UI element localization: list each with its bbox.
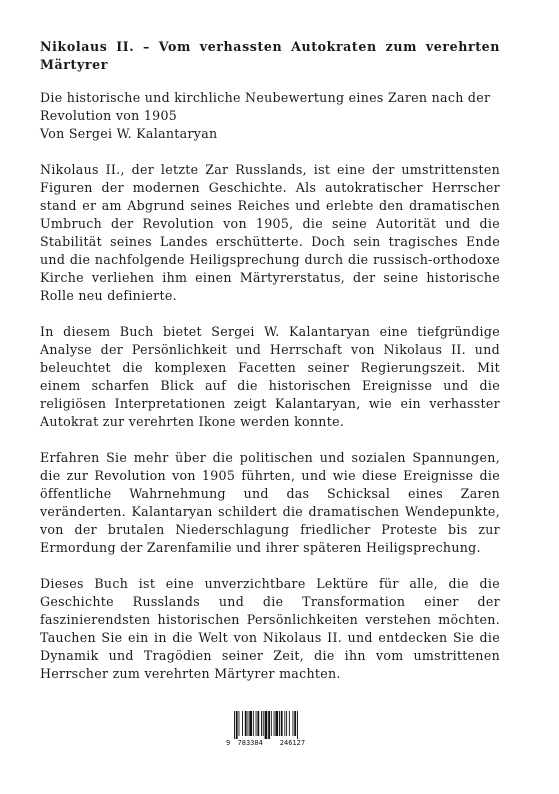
- barcode-bar: [279, 711, 280, 736]
- barcode-bar: [263, 711, 264, 736]
- barcode-bars: [226, 711, 316, 739]
- blurb-paragraph: Erfahren Sie mehr über die politischen und sozialen Spannungen, die zur Revolution von 1905 führten, und wie diese Ereignisse die öffentliche Wahrnehmung und das Schicksal eines Zaren veränderten. Kalantaryan schildert die dramatischen Wendepunkte, von der brutalen Niederschlagung friedlicher Proteste bis zur Ermordung der Zarenfamilie und ihrer späteren Heiligsprechung.: [40, 450, 500, 555]
- book-title: Nikolaus II. – Vom verhassten Autokraten zum verehrten Märtyrer: [40, 39, 500, 72]
- barcode-bar: [249, 711, 252, 736]
- back-cover-text: [40, 38, 500, 701]
- blurb-paragraph: In diesem Buch bietet Sergei W. Kalantaryan eine tiefgründige Analyse der Persönlichkeit und Herrschaft von Nikolaus II. und beleuchtet die komplexen Facetten seiner Regierungszeit. Mit einem scharfen Blick auf die historischen Ereignisse und die religiösen Interpretationen zeigt Kalantaryan, wie ein verhasster Autokrat zur verehrten Ikone werden konnte.: [40, 324, 500, 429]
- barcode-bar: [268, 711, 270, 739]
- barcode-bar: [271, 711, 272, 736]
- barcode-bar: [281, 711, 283, 736]
- barcode-bar: [274, 711, 275, 736]
- barcode-bar: [248, 711, 249, 736]
- barcode-bar: [257, 711, 259, 736]
- barcode-bar: [261, 711, 262, 736]
- isbn-barcode: [226, 711, 316, 747]
- blurb-paragraph: Nikolaus II., der letzte Zar Russlands, ist eine der umstrittensten Figuren der modernen Geschichte. Als autokratischer Herrscher stand er am Abgrund seines Reiches und erlebte den dramatischen Umbruch der Revolution von 1905, die seine Autorität und die Stabilität seines Landes erschütterte. Doch sein tragisches Ende und die nachfolgende Heiligsprechung durch die russisch-orthodoxe Kirche verliehen ihm einen Märtyrerstatus, der seine historische Rolle neu definierte.: [40, 162, 500, 303]
- barcode-bar: [253, 711, 254, 736]
- barcode-digits-right: 246127: [279, 739, 306, 747]
- barcode-digit-first: 9: [226, 739, 231, 747]
- barcode-bar: [289, 711, 290, 736]
- barcode-bar: [297, 711, 298, 739]
- barcode-bar: [234, 711, 235, 739]
- barcode-bar: [294, 711, 296, 736]
- barcode-bar: [245, 711, 247, 736]
- barcode-bar: [284, 711, 285, 736]
- blurb-paragraph: Dieses Buch ist eine unverzichtbare Lektüre für alle, die die Geschichte Russlands und die Transformation einer der faszinierendsten historischen Persönlichkeiten verstehen möchten. Tauchen Sie ein in die Welt von Nikolaus II. und entdecken Sie die Dynamik und Tragödien seiner Zeit, die ihn vom umstrittenen Herrscher zum verehrten Märtyrer machten.: [40, 576, 500, 681]
- author-line: Von Sergei W. Kalantaryan: [40, 126, 218, 141]
- book-subtitle: Die historische und kirchliche Neubewertung eines Zaren nach der Revolution von 1905: [40, 90, 491, 123]
- barcode-digits: [226, 739, 316, 747]
- barcode-bar: [239, 711, 240, 736]
- barcode-bar: [242, 711, 243, 736]
- barcode-bar: [236, 711, 238, 739]
- subtitle-block: [40, 89, 500, 143]
- barcode-bar: [265, 711, 268, 739]
- barcode-bar: [256, 711, 257, 736]
- barcode-bar: [275, 711, 278, 736]
- barcode-digits-left: 783384: [237, 739, 263, 747]
- barcode-bar: [286, 711, 287, 736]
- barcode-bar: [293, 711, 294, 736]
